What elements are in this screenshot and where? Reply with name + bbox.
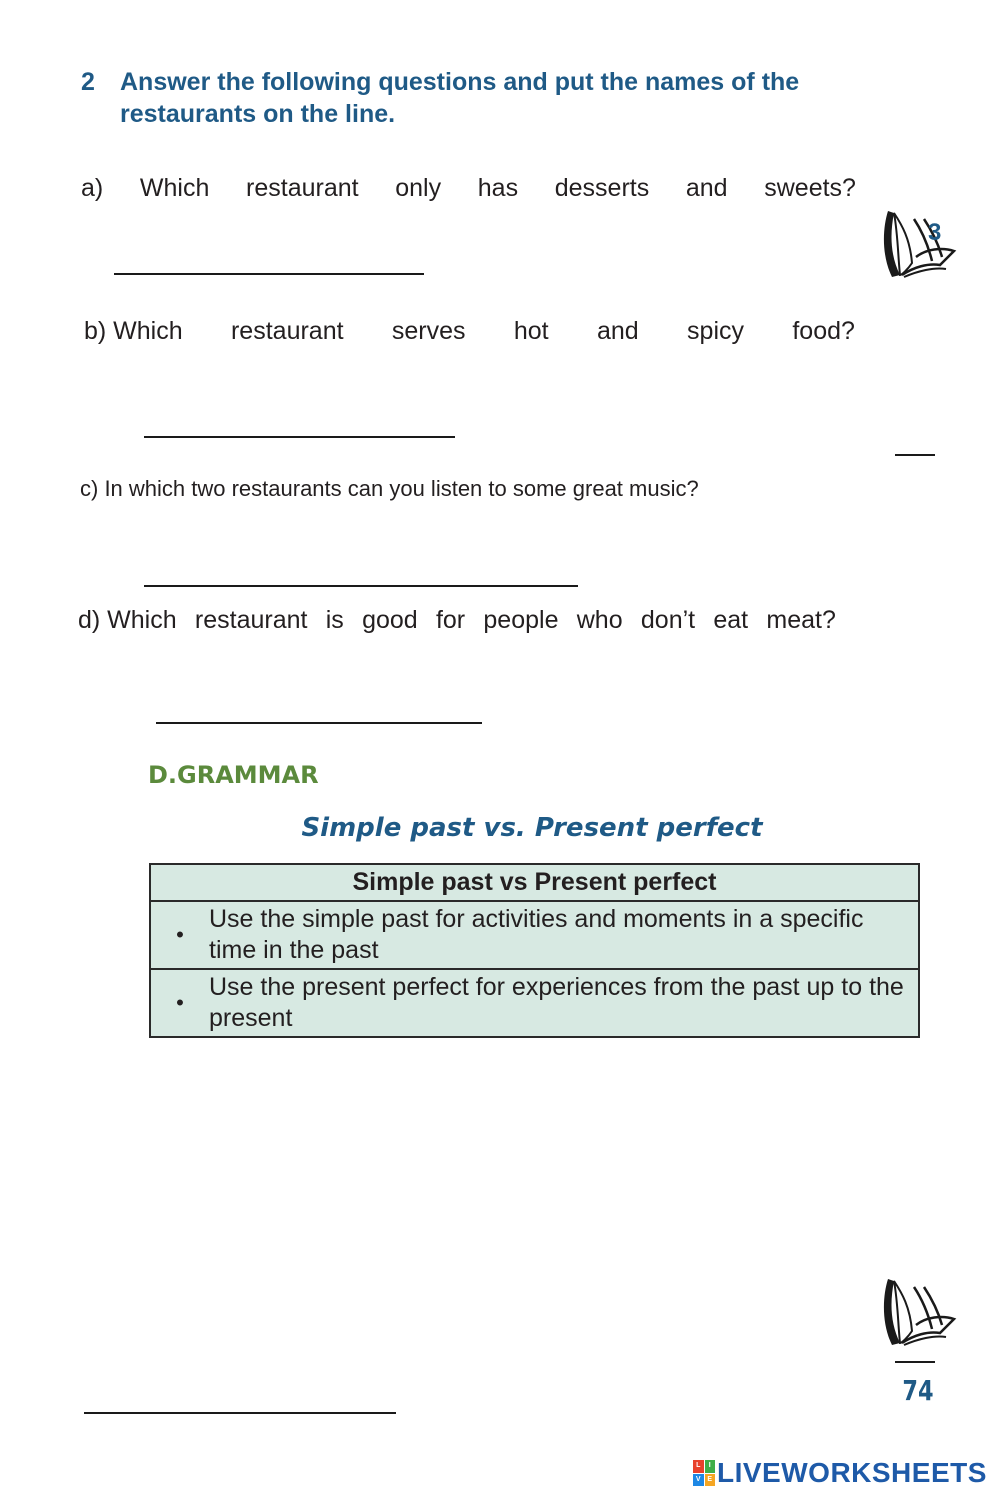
question-word: only [395, 174, 442, 202]
question-word: restaurant [230, 317, 344, 345]
question-c: c) In which two restaurants can you listen to some great music? [80, 476, 699, 501]
question-word: Which [139, 174, 210, 202]
question-word: d) Which [78, 606, 177, 634]
exercise-instruction: Answer the following questions and put the names of the restaurants on the line. [120, 68, 800, 128]
table-row [150, 901, 919, 969]
question-word: eat [713, 606, 749, 634]
bullet-icon: • [176, 990, 184, 1015]
question-word: hot [513, 317, 549, 345]
brand-logo [693, 1457, 987, 1489]
page-tick [895, 1361, 935, 1363]
page-number: 74 [902, 1374, 934, 1407]
table-row [150, 969, 919, 1037]
footer-line [84, 1412, 396, 1414]
question-word: who [576, 606, 623, 634]
table-header: Simple past vs Present perfect [150, 864, 919, 901]
question-word: people [483, 606, 559, 634]
rule-text: Use the simple past for activities and moments in a specific time in the past [209, 905, 864, 964]
question-word: a) [81, 174, 104, 202]
bullet-icon: • [176, 922, 184, 947]
question-word: and [596, 317, 639, 345]
answer-line-c[interactable] [144, 585, 578, 587]
question-word: food? [792, 317, 855, 345]
question-word: good [362, 606, 418, 634]
table-header-row [150, 864, 919, 901]
question-word: meat? [766, 606, 836, 634]
section-title: D.GRAMMAR [148, 761, 319, 789]
book-icon [880, 205, 958, 283]
question-word: serves [391, 317, 466, 345]
answer-line-a[interactable] [114, 273, 424, 275]
grammar-subtitle: Simple past vs. Present perfect [301, 813, 763, 843]
question-word: restaurant [194, 606, 308, 634]
question-d [78, 606, 836, 635]
question-word: restaurant [246, 174, 359, 202]
answer-line-b[interactable] [144, 436, 455, 438]
rule-text: Use the present perfect for experiences from the past up to the present [209, 973, 904, 1032]
question-word: for [435, 606, 466, 634]
question-word: and [685, 174, 728, 202]
exercise-number: 2 [81, 68, 95, 96]
grammar-table [149, 863, 920, 1038]
question-word: is [325, 606, 344, 634]
liveworksheets-icon: L I V E [693, 1460, 715, 1486]
question-word: don’t [640, 606, 696, 634]
answer-line-d[interactable] [156, 722, 482, 724]
question-word: has [477, 174, 519, 202]
question-word: desserts [554, 174, 650, 202]
question-word: spicy [687, 317, 745, 345]
question-word: b) Which [84, 317, 183, 345]
margin-number: 3 [928, 219, 942, 246]
book-icon [880, 1273, 958, 1351]
question-b [84, 317, 855, 346]
question-a [81, 174, 856, 203]
brand-text: LIVEWORKSHEETS [717, 1457, 987, 1488]
margin-tick [895, 454, 935, 456]
question-word: sweets? [764, 174, 856, 202]
